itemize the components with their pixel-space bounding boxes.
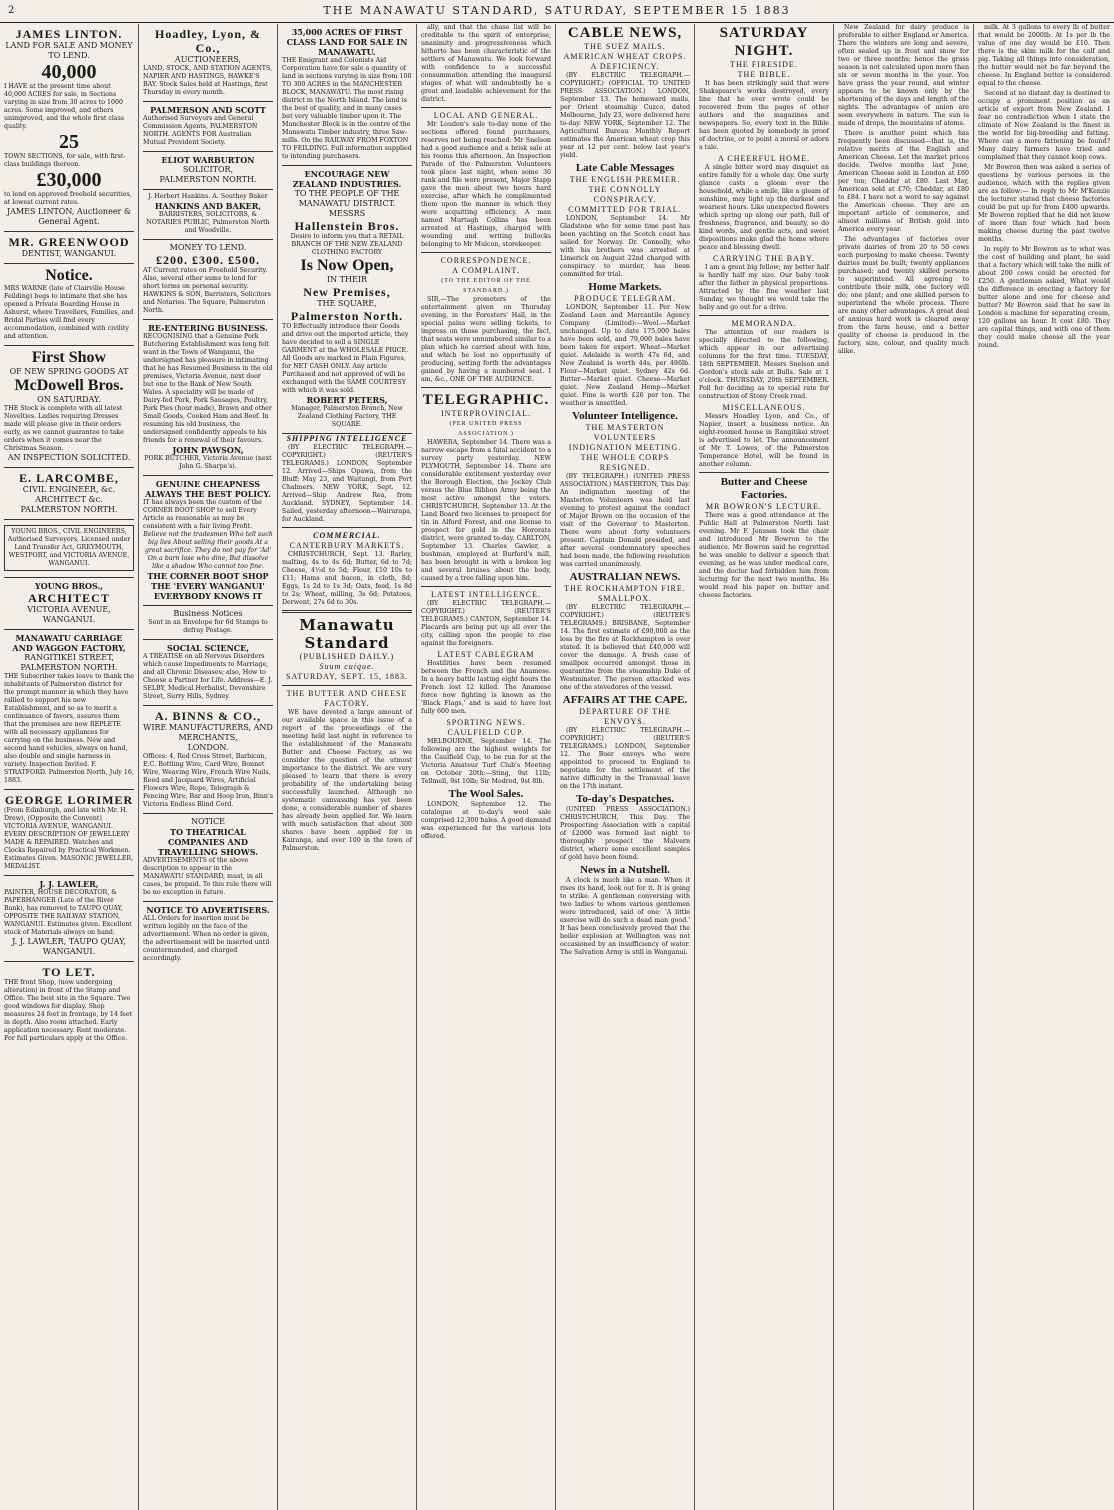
late-cable-heading [560,162,690,215]
notice-label: NOTICE [190,817,225,826]
peters-name: ROBERT PETERS, [306,395,388,405]
butter-lecture-title: Butter and Cheese Factories. [720,476,808,501]
conspiracy: THE CONNOLLY CONSPIRACY. [588,185,662,204]
cablegram-title: LATEST CABLEGRAM [437,650,535,659]
suez-mails: THE SUEZ MAILS. [584,42,666,51]
page-number: 2 [8,5,15,16]
baby-body: I am a great big fellow; my better half is hardly half my size. Our baby took after the father in physical proportions. Attracted by the fine weather last Sunday, we thought we would take the baby and go out for a drive. [699,264,829,311]
today-body: (UNITED PRESS ASSOCIATION.) CHRISTCHURCH, This Day. The Prospecting Association with a capital of £2000 was formed last night to thoroughly prospect the Malvern district, where some excellent samples of gold have been found. [560,806,690,861]
nutshell-body: A clock is much like a man. When it rises its hand, look out for it. It is going to strike. A gentleman conversing with two ladies to whom various gentlemen were introduced, said of one: 'A little exercise will do such a dead man good.' It has been conclusively proved that the boiler explosion at Wellington was not occasioned by an insufficiency of water. The Salvation Army is still in Wanganui. [560,877,690,956]
editorial-heading [282,689,412,709]
standard-masthead [282,616,412,682]
notice-advert [4,264,134,346]
premier: THE ENGLISH PREMIER. [569,175,681,184]
poem: Believe not the tradesmen Who tell such big lies About selling their goods At a great sacrifice. They do not pay for 'Ad' On a barn lose who dine, But dissolve like a shadow Who cannot too fine. [143,531,273,570]
to-let-advert [4,962,134,1047]
envelope-text: Sent in an Envelope for 6d Stamps to defray Postage. [148,619,268,634]
cable-heading [560,24,690,72]
butter-lecture-heading [699,476,829,512]
binns-title: A. BINNS & CO., [154,709,262,723]
caulfield-title: CAULFIELD CUP. [447,728,525,737]
saturday-title: SATURDAY NIGHT. [719,25,809,59]
markets-body: CHRISTCHURCH, Sept. 13. Barley, malting, 4s to 4s 6d; Butter, 6d to 7d; Cheese, 4½d to 5d; Flour, £10 10s to £11; Hams and bacon, in cloth, 8d; Eggs, 1s 2d to 1s 3d; Oats, feed, 1s 8d to 2s; Wheat, milling, 3s 6d; Potatoes, Derwent, 27s 6d to 30s. [282,551,412,606]
column-7 [834,24,974,1510]
cape-body: (BY ELECTRIC TELEGRAPH.—COPYRIGHT.) (REUTER'S TELEGRAMS.) LONDON, September 12. The Boer envoys who were appointed to proceed to England to negotiate for the settlement of the native difficulty in the Transvaal leave on the 17th instant. [560,727,690,790]
notice-body: MRS WARNE (late of Clairville House Feilding) begs to intimate that she has opened a Private Boarding House in Ashurst, where Travellers, Families, and Bridal Parties will find every accommodation, combined with civility and attention. [4,285,134,340]
hoadley-advert [143,24,273,102]
today-heading [560,793,690,806]
masthead [0,0,1114,23]
lawler-advert [4,876,134,962]
hallenstein-advert [282,166,412,434]
lecture-continued-4: milk. At 3 gallons to every lb of butter that would be 2000lb. At 1s per lb the value of one day would be £10. Then there is the skim milk for the calf and pig. Taking all things into consideration, the butter would not be far beyond the cheese. In England butter is considered equal to the cheese. [978,24,1110,87]
butcher-body: RECOGNISING that a Genuine Pork Butchering Establishment was long felt want in the Town of Wanganui, the undersigned has pleasure in intimating that he has Resumed Business in the old premises, Victoria Avenue, next door but one to the Bank of New South Wales. A speciality will be made of Dairy-fed Pork, Pork Sausages, Poultry, Pork Pies (hour made), Brawn and other Small Goods, Cooked Ham and Beef. In resuming his old business, the undersigned confidently appeals to his friends for a renewal of their favours. [143,333,273,444]
divider [421,252,551,253]
masterton-volunteers: THE MASTERTON VOLUNTEERS [585,423,665,442]
hoadley-body: LAND, STOCK, AND STATION AGENTS, NAPIER AND HASTINGS, HAWKE'S BAY. Stock Sales held at Hastings, first Thursday in every month. [143,65,273,96]
messrs: MESSRS [328,209,366,218]
sporting-body: MELBOURNE, September 14. The following are the highest weights for the Caulfield Cup, to be run for at the Victoria Amateur Turf Club's Meeting on October 20th:—Sting, 9st 11lb; Tellmell, 9st 10lb; Sir Modred, 9st 8lb. [421,738,551,785]
hallenstein-body: Desire to inform you that a RETAIL BRANCH OF THE NEW ZEALAND CLOTHING FACTORY [290,233,404,256]
local-title: LOCAL AND GENERAL. [433,111,539,120]
date-line: SATURDAY, SEPT. 15, 1883. [286,672,408,681]
larcombe-place: PALMERSTON NORTH. [20,505,118,514]
cheerful-title: A CHEERFUL HOME. [718,154,810,163]
mcdowell-name: McDowell Bros. [14,377,124,394]
young2-sub: ARCHITECT [28,591,110,605]
columns [0,24,1114,1510]
australian-title: AUSTRALIAN NEWS. [569,571,681,583]
bible-title: THE BIBLE. [737,70,791,79]
linton-sign: JAMES LINTON, Auctioneer & General Agent. [6,207,132,226]
eliot-title: ELIOT WARBURTON [161,155,255,165]
memoranda-body: The attention of our readers is specially directed to the following, which appear in our advertising columns for the first time. TUESDAY, 18th SEPTEMBER. Messrs Snelson and Gordon's stock sale at Bulls. Sale at 1 o'clock. THURSDAY, 20th SEPTEMBER. Poll for deciding as to special rate for construction of Stony Creek road. [699,329,829,400]
misc-body: Messrs Hoadley Lyon, and Co., of Napier, insert a business notice. An eight-roomed house in Rangitikei street is advertised to let. The announcement of Mr T. Lowes, of the Palmerston Temperance Hotel, will be found in another column. [699,413,829,468]
carriage-body: THE Subscriber takes leave to thank the inhabitants of Palmerston district for the prompt manner in which they have rallied to support his new Establishment, and so as to merit a continuance of favors, assures them that the premises are now REPLETE with all necessary appliances for carrying on the business. New and second hand vehicles, always on hand, also double and single harness in variety. Inspection Invited. F. STRATFORD. Palmerston North, July 16, 1883. [4,673,134,784]
local-heading [421,111,551,121]
binns-advert [143,706,273,814]
fireside: THE FIRESIDE. [730,60,798,69]
butter-lecture-body: There was a good attendance at the Public Hall at Palmerston North last evening. Mr F. Jenssen took the chair and introduced Mr Bowron to the audience. Mr Bowron said he regretted he was unable to deliver a speech that evening, as he was under medical care, and the doctor had forbidden him from lecturing for the next two months. He would read his paper on butter and cheese factories. [699,512,829,599]
lawler-sign: J. J. LAWLER, TAUPO QUAY, WANGANUI. [12,937,126,956]
lawler-body: PAINTER, HOUSE DECORATOR, & PAPERHANGER (Late of the River Bank), has removed to TAUPO QUAY, OPPOSITE THE RAILWAY STATION, WANGANUI. Estimates given. Excellent stock of Materials always on hand. [4,889,132,936]
town-count: 25 [59,131,79,153]
carriage-advert [4,630,134,790]
mcdowell-body: THE Stock is complete with all latest Novelties. Ladies requiring Dresses made will please give in their orders early, as we cannot guarantee to take orders when it comes near the Christmas Season. [4,405,124,452]
correspondence-body: SIR,—The promoters of the entertainment given on Thursday evening, in the Foresters' Hall, in the special pains were selling tickets, to impress on those purchasing, the fact, that seats were unnumbered similar to a plan which he carried about with him, and which he lost no opportunity of producing, setting forth the advantages gained by having a numbered seat. I am, &c., ONE OF THE AUDIENCE. [421,296,552,383]
misc-heading [699,403,829,413]
eliot-advert [143,152,273,190]
hankins-body: BARRISTERS, SOLICITORS, & NOTARIES PUBLIC, Palmerston North and Woodville. [146,211,270,234]
social-body: A TREATISE on all Nervous Disorders which cause Impediments to Marriage, and all Chronic Diseases; also, How to Choose a Partner for Life. Address—E. J. SELBY, Medical Herbalist, Devonshire Street, Surry Hills, Sydney. [143,653,273,700]
cheerful-heading [699,154,829,164]
greenwood-title: MR. GREENWOOD [8,235,130,249]
encourage-title: ENCOURAGE NEW ZEALAND INDUSTRIES. [292,169,402,189]
palmerson-body: Authorised Surveyors and General Commission Agents, PALMERSTON NORTH. AGENTS FOR Australian Mutual Provident Society. [143,115,258,146]
palmerson-title: PALMERSON AND SCOTT [150,105,266,115]
divider [282,610,412,613]
cablegram-body: Hostilities have been resumed between the French and the Anamese. In a heavy battle lasting eight hours the French lost 12 killed. The Anamese force now fighting is known as the 'Black Flags,' and is said to have lost fully 600 men. [421,660,551,715]
local-body: Mr Loudon's sale to-day none of the sections offered found purchasers, reserves not being reached. Mr Snelson had a good audience and a brisk sale at his rooms this afternoon. An Inspection Parade of the Palmerston Volunteers took place last night, when some 30 rank and file were present, Major Stapp gave the men about two hours hard exercise, after which he complimented them upon the manner in which they were acquitting efficiency. A man named Murtagh Collins has been arrested at Hastings, charged with wounding and writing bullocks belonging to Mr Mulcon, storekeeper. [421,121,551,248]
architect-label: ARCHITECT &c. [35,495,103,504]
linton-subtitle: LAND FOR SALE AND MONEY TO LEND. [5,41,133,60]
pawson-sub: PORK BUTCHER, Victoria Avenue (next John G. Sharpe's). [144,455,272,470]
shipping-title: SHIPPING INTELLIGENCE [286,434,408,443]
genuine-title: GENUINE CHEAPNESS ALWAYS THE BEST POLICY. [145,479,271,499]
in-their: IN THEIR [326,275,368,284]
lorimer-title: GEORGE LORIMER [4,793,134,807]
late-cable-body: LONDON, September 14. Mr Gladstone who for some time past has been yachting on the Scotch coast has sailed for Norway. Dr. Connolly, who with his brothers was arrested at Limerick on August 22nd charged with conspiracy to murder, has been committed for trial. [560,215,690,278]
linton-title: JAMES LINTON. [15,27,123,41]
theatrical-notice [143,814,273,902]
theatrical-title: TO THEATRICAL COMPANIES AND TRAVELLING SHOWS. [157,827,259,857]
mcdowell-advert [4,346,134,468]
correspondence-heading [421,256,551,296]
cape-title: AFFAIRS AT THE CAPE. [562,694,688,706]
indignation-meeting: INDIGNATION MEETING. [568,443,682,452]
binns-body: Offices: 4, Red Cross Street, Barbican, E.C. Bottling Wire, Card Wire, Bonnet Wire, Weaving Wire, French Wire Nails, Reed and Jacquard Wires, Artificial Flowers Wire, Rope, Telegraph & Fencing Wire, Bar and Hoop Iron, Binn's Victoria Endless Blind Cord. [143,753,273,808]
butter-factory-title: THE BUTTER AND CHEESE FACTORY. [286,689,408,708]
correspondence-title: CORRESPONDENCE. [440,256,532,265]
lecture-continued-3: The advantages of factories over private dairies of from 20 to 50 cows each purposing to make cheese. Twenty dairies must be built; twenty appliances purchased; and twenty skilled persons to superintend. All agreeing to contribute their milk, one factory will do; one plant; and one skilled person to superintend the whole process. There are many other advantages. A great deal of anxious hard work is cleared away from the farm house, and a better quality of cheese is produced in the factory, size, colour, and quality much alike. [838,236,969,355]
now-open: Is Now Open, [300,257,394,274]
new-premises: New Premises, [303,285,391,299]
divider [282,685,412,686]
hoadley-sub: AUCTIONEERS, [174,55,242,64]
cable-body: (BY ELECTRIC TELEGRAPH.—COPYRIGHT.) (OFFICIAL TO UNITED PRESS ASSOCIATION.) LONDON, September 13. The homeward mails, per Orient steamship Cuzco, dated Melbourne, July 23, were delivered here to-day. NEW YORK, September 12. The Agricultural Bureau Monthly Report estimates the American wheat crop this year at 12 per cent. below last year's yield. [560,72,690,159]
hankins-advert [143,190,273,240]
produce-telegram: PRODUCE TELEGRAM. [574,294,676,303]
advertisers-body: ALL Orders for insertion must be written legibly on the face of the advertisement. When no order is given, the advertisement will be inserted until countermanded, and charged accordingly. [143,915,270,962]
greenwood-advert [4,232,134,264]
volunteer-body: (BY TELEGRAPH.) (UNITED PRESS ASSOCIATION.) MASTERTON, This Day. An indignation meeting of the Masterton Volunteers was held last evening to protest against the conduct of Major Brown on the occasion of the visit of the Governor to Masterton. There were about forty volunteers present. Captain Donald presided, and after several condemnatory speeches had been made, the following resolution was carried unanimously. [560,473,690,568]
lecture-continued-6: In reply to Mr Bowron as to what was the cost of building and plant, he said that a factory which will take the milk of about 200 cows could be erected for £250. A gentleman asked, What would the difference in erecting a factory for butter alone and one for cheese and butter? Mr Bowron said that he saw in London a machine for separating cream, 120 gallons an hour. It cost £80. They are capital things, and with one of them they could make cheese all the year round. [978,246,1110,349]
commercial-section [282,531,412,551]
nutshell-heading [560,864,690,877]
sporting-title: SPORTING NEWS. [446,718,526,727]
social-science-advert [143,640,273,706]
column-6 [695,24,834,1510]
standard-title: Manawatu Standard [299,616,395,652]
misc-title: MISCELLANEOUS. [722,403,806,412]
the-square: THE SQUARE, [317,299,377,308]
wool-body: LONDON, September 12. The catalogue at to-day's wool sale comprised 12,300 bales. A good demand was experienced for the various lots offered. [421,801,551,840]
carriage-title: MANAWATU CARRIAGE AND WAGGON FACTORY, [12,633,126,653]
standard-sub: (PUBLISHED DAILY.) [299,652,395,661]
first-show: First Show [31,349,107,366]
inspection-solicited: AN INSPECTION SOLICITED. [7,453,131,462]
nutshell-title: News in a Nutshell. [580,864,670,876]
binns-sub: WIRE MANUFACTURERS, AND MERCHANTS, [143,723,273,742]
column-2 [139,24,278,1510]
wheat-crops: AMERICAN WHEAT CROPS. [563,52,687,61]
sporting-heading [421,718,551,738]
linton-advert [4,24,134,232]
interprovincial-title: INTERPROVINCIAL. [441,409,531,418]
corps-resigned: THE WHOLE CORPS RESIGNED. [580,453,670,472]
business-notices [143,606,273,640]
on-saturday: ON SATURDAY. [37,395,101,404]
acres-figure: 40,000 [41,61,97,83]
lorimer-advert [4,790,134,876]
young-bros-box: YOUNG BROS., CIVIL ENGINEERS, Authorised Surveyors, Licensed under Land Transfer Act, GREYMOUTH, WESTPORT, and VICTORIA AVENUE, WANGANUI. [4,525,134,571]
pawson-name: JOHN PAWSON, [172,445,244,455]
australian-body: (BY ELECTRIC TELEGRAPH.—COPYRIGHT.) (REUTER'S TELEGRAMS.) BRISBANE, September 14. The first estimate of £90,000 as the loss by the fire at Rockhampton is over stated. It is believed that £40,000 will cover the damage. A fresh case of smallpox occurred amongst those in quarantine from the steamship Duke of Westminster. The person attacked was one of the stevedores of the vessel. [560,604,690,691]
lecture-continued-1: New Zealand for dairy produce is preferable to either England or America. There the winters are long and severe, often sealed up in frost and snow for two or three months; hence the grass season is not calculated upon more than six or seven months in the year. You have grass the year round, and winter appears to be known only by the shortening of the days and length of the nights. The advantages of union are seen everywhere in nature. The sun is made of drops, the mountains of atoms. [838,24,969,127]
envoys: DEPARTURE OF THE ENVOYS. [579,707,671,726]
home-markets-body: LONDON, September 11. Per New Zealand Loan and Mercantile Agency Company (Limited):—Wool.—Market unchanged. Up to date 175,000 bales have been sold, and 79,000 bales have been taken for export. Wheat—Market quiet. Adelaide is worth 47s 6d, and New Zealand is worth 44s, per 496lb. Flour—Market quiet. Sydney 42s 6d. Butter—Market quiet. Cheese—Market quiet. New Zealand Hemp—Market quiet. Fine is worth £26 per ton. The weather is unsettled. [560,304,690,407]
genuine-body: IT has always been the custom of the CORNER BOOT SHOP to sell Every Article as reasonable as may be consistent with a fair living Profit. [143,499,262,530]
wool-title: The Wool Sales. [448,788,524,800]
money-figure: £30,000 [36,169,102,191]
peters-sub: Manager, Palmerston Branch, New Zealand Clothing Factory, THE SQUARE. [291,405,403,428]
to-let-body: THE front Shop, (now undergoing alteration) in front of the Stamp and Office. The best site in the Square. Two good windows for display. Shop measures 24 feet in frontage, by 14 feet in depth. Also room attached. Early application necessary. Rent moderate. For full particulars apply at the Office. [4,979,133,1042]
shipping-body: (BY ELECTRIC TELEGRAPH.—COPYRIGHT.) (REUTER'S TELEGRAMS.) LONDON, September 12. Arrived—Ships Opawa, from the Bluff; May 23, and Waitangi, from Port Chalmers. NEW YORK, Sept. 12. Arrived—Ship Andrew Rea, from Auckland. SYDNEY, September 14. Sailed, yesterday afternoon—Wairarapa, for Auckland. [282,444,412,523]
cape-heading [560,694,690,727]
rockhampton-fire: THE ROCKHAMPTON FIRE. [564,584,686,593]
baby-title: CARRYING THE BABY. [713,254,815,263]
larcombe-sub: CIVIL ENGINEER, &c. [22,485,116,494]
advertisers-notice [143,902,273,967]
hallenstein-body-2: TO Effectually introduce their Goods and drive out the imported article, they have decided to sell a SINGLE GARMENT at the WHOLESALE PRICE. All Goods are marked in Plain Figures, for NET CASH ONLY. Any article Purchased and not approved of will be exchanged with the SAME COURTESY with which it was sold. [282,323,409,394]
editorial-body: WE have devoted a large amount of our available space in this issue of a report of the proceedings of the meeting held last night in reference to the establishment of the Manawatu Butter and Cheese Factory, as we consider the question of the utmost importance to the district. We are very pleased to learn that there is every probability of the undertaking being successfully launched. Although no systematic canvassing has yet been done, a considerable number of shares has already been applied for. We learn with much satisfaction that about 300 shares have been applied for in Kairanga, and over 100 in the town of Palmerston. [282,709,412,852]
home-markets-heading [560,281,690,304]
young2-place: VICTORIA AVENUE, WANGANUI. [27,605,111,624]
palmerson-advert [143,102,273,152]
column-4 [417,24,556,1510]
carriage-place: RANGITIKEI STREET, PALMERSTON NORTH. [20,653,118,672]
latest-heading [421,590,551,600]
lecture-continued-5: Second at no distant day is destined to occupy a prominent position as an article of export from New Zealand. I fear no contradiction when I state the climate of New Zealand is the finest in the world for big-breeding and fatting. Where can a more fattening be found? Many dairy farmers have tried and complained that they cannot keep cows. [978,90,1110,161]
smallpox: SMALLPOX. [597,594,653,603]
volunteer-heading [560,410,690,473]
of-new-goods: OF NEW SPRING GOODS AT [9,367,129,376]
lecture-continued-2: There is another point which has frequently been discussed—that is, the relative merits of the English and American Cheese. Let the market prices decide. Twelve months last June, American Cheese sold in London at £60 per ton; Cheddar at £80. Last May, American sold at £70; Cheddar, at £80 to £84. I have not a word to say against the American cheese. They are an important article of commerce, and almost millions of British gold into America every year. [838,130,969,233]
telegraphic-heading [421,391,551,439]
saturday-heading [699,24,829,80]
eliot-place: PALMERSTON NORTH. [159,175,257,184]
advertisers-title: NOTICE TO ADVERTISERS. [146,905,270,915]
volunteer-title: Volunteer Intelligence. [572,410,678,422]
divider [282,527,412,528]
masthead-title: THE MANAWATU STANDARD, SATURDAY, SEPTEMBER 15 1883 [323,4,791,17]
divider [421,586,551,587]
land-advert [282,24,412,166]
canterbury-title: CANTERBURY MARKETS. [289,541,405,550]
lorimer-body: (From Edinburgh, and late with Mr. H. Drew), (Opposite the Convent) VICTORIA AVENUE, WANGANUI. EVERY DESCRIPTION OF JEWELLERY MADE & REPAIRED. Watches and Clocks Repaired by Practical Workmen. Estimates Given. MASONIC JEWELLER, MEDALIST. [4,807,134,870]
commercial-title: COMMERCIAL. [313,531,381,540]
theatrical-body: ADVERTISEMENTS of the above description to appear in the MANAWATU STANDARD, must, in all cases, be prepaid. To this rule there will be no exception in future. [143,857,272,896]
lawler-title: J. J. LAWLER, [39,879,99,889]
to-let-title: TO LET. [42,965,96,979]
greenwood-sub: DENTIST, WANGANUI. [21,249,117,258]
young-architect-advert [4,578,134,630]
land-title: 35,000 ACRES OF FIRST CLASS LAND FOR SALE IN MANAWATU. [286,27,408,57]
hoadley-title: Hoadley, Lyon, & Co., [154,27,262,55]
divider [421,387,551,388]
committed: COMMITTED FOR TRIAL. [568,205,682,214]
palmerston-north: Palmerston North. [290,309,404,323]
wool-heading [421,788,551,801]
land-body: THE Emigrant and Colonists Aid Corporation have for sale a quantity of land in sections varying in size from 100 TO 300 ACRES in the MANCHESTER BLOCK, MANAWATU. The most rising district in the North Island. The land is the best of quality, and in many cases but very valuable timber upon it. The Manchester Block is in the centre of the Manawatu Timber industry, three Saw-mills. On the RAILWAY FROM FOXTON TO FEILDING. Full information supplied to intending purchasers. [282,57,412,160]
baby-heading [699,254,829,264]
corner-slogan: THE CORNER BOOT SHOP THE 'EVERY WANGANUI' EVERYBODY KNOWS IT [147,571,269,601]
divider [421,107,551,108]
column-8 [974,24,1114,1510]
telegraphic-title: TELEGRAPHIC. [422,392,550,408]
memoranda-heading [699,319,829,329]
social-title: SOCIAL SCIENCE, [166,643,250,653]
cheerful-body: A single bitter word may disquiet an entire family for a whole day. One surly glance casts a gloom over the household, while a smile, like a gleam of sunshine, may light up the darkest and weariest hours. Like unexpected flowers which spring up along our path, full of freshness, fragrance, and beauty, so do kind words, and gentle acts, and sweet dispositions make glad the home where peace and blessing dwell. [699,164,829,251]
boot-shop-advert [143,476,273,606]
editor-line: (TO THE EDITOR OF THE STANDARD.) [441,278,531,294]
reentering-title: RE-ENTERING BUSINESS. [148,323,268,333]
money-title: MONEY TO LEND. [169,243,247,252]
column-1 [0,24,139,1510]
linton-body: I HAVE at the present time about 40,000 ACRES for sale, in Sections varying in size from 30 acres to 1000 acres. Some improved, and others unimproved, and the whole first class quality. [4,83,125,130]
divider [699,315,829,316]
eliot-sub: SOLICITOR, [182,165,234,174]
money-text: to lend on approved freehold securities, at lowest current rates. [4,191,132,206]
notice-title: Notice. [45,267,93,284]
column-5 [556,24,695,1510]
hankins-card: J. Herbert Hankins. A. Southey Baker [148,193,268,200]
memoranda-title: MEMORANDA. [731,319,797,328]
column-3 [278,24,417,1510]
money-body: AT Current rates on Freehold Security. Also, several other sums to lend for short terms on personal security. HAWKINS & SON, Barristers, Solicitors and Notaries. The Square, Palmerston North. [143,267,271,314]
larcombe-title: E. LARCOMBE, [19,471,119,485]
butcher-advert [143,320,273,476]
money-amounts: £200. £300. £500. [156,253,260,267]
latest-title: LATEST INTELLIGENCE. [430,590,542,599]
editorial-continued: ally, and that the chase list will be creditable to the spirit of enterprise, unanimity and progressiveness which hitherto has been characteristic of the settlers of Manawatu. We look forward with confidence to a successful consummation attending the inaugural stages of what will undoubtedly be a great and laudable achievement for the district. [421,24,551,103]
hankins-title: HANKINS AND BAKER, [154,201,262,211]
bowron-lecture: MR BOWRON'S LECTURE. [706,502,822,511]
late-cable-title: Late Cable Messages [575,162,675,174]
australian-heading [560,571,690,604]
today-title: To-day's Despatches. [576,793,674,805]
encourage-sub: TO THE PEOPLE OF THE MANAWATU DISTRICT. [294,189,400,208]
binns-place: LONDON. [187,743,229,752]
complaint-title: A COMPLAINT. [452,266,520,275]
latest-body: (BY ELECTRIC TELEGRAPH.—COPYRIGHT.) (REUTER'S TELEGRAMS.) CANTON, September 14. Placards are being put up all over the city, calling upon the people to rise against the foreigners. [421,600,551,647]
bible-body: It has been strikingly said that were Shakspeare's works destroyed, every line that he ever wrote could be recovered from the pages of other authors and the magazines and newspapers. So, every text in the Bible has been quoted by somebody in proof of doctrine, or to point a moral or adorn a tale. [699,80,829,151]
telegraphic-body: HAWERA, September 14. There was a narrow escape from a fatal accident to a survey party yesterday. NEW PLYMOUTH, September 14. There are considerable excitement yesterday over the Borough Election, the Jockey Club versus the Blue Ribbon Army being the most active amongst the voters. CHRISTCHURCH, September 13. At the Land Board two licenses to prospect for tin in Alford Forest, and one license to prospect for gold in the Hororata district, were granted to-day. CARLTON, September 13. Charles Gawler, a bushman, employed at Burford's mill, has been brought in with a broken leg and several bruises about the body, caused by a tree falling upon him. [421,439,551,582]
young-bros-advert [4,520,134,578]
cable-title: CABLE NEWS, [567,25,683,41]
money-advert [143,240,273,320]
divider [699,472,829,473]
young2-title: YOUNG BROS., [34,581,104,591]
press-association: (PER UNITED PRESS ASSOCIATION.) [449,421,523,437]
business-notices-title: Business Notices [173,609,243,618]
cablegram-heading [421,650,551,660]
home-markets-title: Home Markets. [588,281,662,293]
town-text: TOWN SECTIONS, for sale, with first-class buildings thereon. [4,153,126,168]
lecture-questions: Mr Bowron then was asked a series of questions by various persons in the audience, which with the replies given are as follow:— In reply to Mr M'Kenzie the lecturer stated that cheese factories could be put up for from £400 upwards. Mr Bowron replied that he did not know of more than four which had been making cheese during the past twelve months. [978,164,1110,243]
hallenstein-title: Hallenstein Bros. [294,219,400,233]
shipping-section [282,434,412,444]
larcombe-advert [4,468,134,520]
deficiency: A DEFICIENCY. [590,62,660,71]
motto: Suum cuique. [319,662,375,671]
